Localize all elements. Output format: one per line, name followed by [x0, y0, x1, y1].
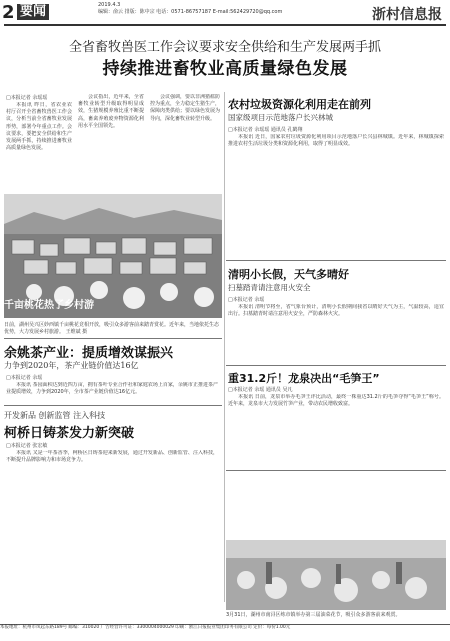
lead-byline: □本报记者 余瑶瑶 [6, 95, 48, 101]
lead-body-col2: 会议指出，近年来，全省畜牧业转型升级取得明显成效，生猪规模养殖比重不断提高，畜禽养殖废弃物资源化利用水平全国领先。 [78, 94, 144, 129]
flower-photo-illustration [226, 540, 446, 610]
tea-headline: 余姚茶产业：提质增效谋振兴 [4, 346, 174, 361]
pub-editors: 编辑：俞云 排版：陈中宗 电话：0571-86757187 E-mail:562429720@qq.com [98, 9, 283, 15]
lead-body-col3: 会议强调，要以非洲猪瘟防控为重点，全力稳定生猪生产，保障肉类供给；要以绿色发展为导向，深化畜牧业转型升级。 [150, 94, 220, 122]
pub-date: 2019.4.3 [98, 2, 121, 8]
section-divider [226, 470, 446, 471]
weather-body: 本报讯 清明节将至，省气象台预计，清明小长假期间我省以晴好天气为主，气温较高，适宜出行。扫墓踏青时请注意用火安全，严防森林火灾。 [228, 304, 444, 318]
flower-photo [226, 540, 446, 610]
tea-body: 本报讯 茶园面积达到近四万亩，拥有茶叶专业合作社和家庭农场上百家，余姚市正推进茶产业提质增效，力争到2020年，全市茶产业链价值达16亿元。 [6, 382, 218, 396]
garbage-headline: 农村垃圾资源化利用走在前列 [228, 98, 371, 111]
page-footer: 本报地址：杭州市凤起东路189号 邮编：310020 广告经营许可证：3300004000029 印刷：浙江日报报业集团印务有限公司 定价：每份1.00元 [0, 624, 450, 641]
shoot-byline: □本报记者 余瑶 通讯员 吴凡 [228, 387, 293, 393]
lead-kicker: 全省畜牧兽医工作会议要求安全供给和生产发展两手抓 [68, 40, 381, 55]
shoot-headline: 重31.2斤！龙泉决出“毛笋王” [228, 372, 380, 385]
garbage-byline: □本报记者 余瑶瑶 通讯员 孔鹤翔 [228, 127, 303, 133]
lead-headline: 持续推进畜牧业高质量绿色发展 [102, 59, 348, 79]
column-divider [224, 92, 225, 602]
section-divider [4, 405, 222, 406]
publication-info [98, 2, 282, 16]
tea-byline: □本报记者 余瑶 [6, 375, 43, 381]
weather-byline: □本报记者 余瑶 [228, 297, 265, 303]
tea-subhead: 力争到2020年，茶产业链价值达16亿 [4, 361, 139, 370]
newspaper-name: 浙村信息报 [372, 7, 442, 23]
masthead-rule [4, 24, 446, 26]
section-divider [226, 260, 446, 261]
rizhu-kicker: 开发新品 创新监管 注入科技 [4, 411, 106, 420]
page-number: 2 [2, 2, 15, 23]
rizhu-body: 本报讯 又是一年茶香季，柯桥区日铸茶迎来新发展，通过开发新品、创新监管、注入科技，不断提升品牌影响力和市场竞争力。 [6, 450, 218, 464]
photo-caption: 日前，湖州吴兴区妙西镇千亩桃花竞相开放，吸引众多游客前来踏青赏花。近年来，当地依托生态优势，大力发展乡村旅游。 王维斌 摄 [4, 322, 220, 335]
section-divider [4, 338, 222, 339]
rizhu-headline: 柯桥日铸茶发力新突破 [4, 426, 135, 441]
flower-photo-caption: 3月31日，湖州市南浔区练市镇举办第三届油菜花节，吸引众多游客前来观赏。 [226, 612, 401, 618]
shoot-body: 本报讯 日前，龙泉市举办毛笋王评比活动，最终一株重达31.2斤的毛笋夺得“毛笋王”称号。近年来，龙泉市大力发展竹笋产业，带动农民增收致富。 [228, 394, 444, 408]
section-label: 要闻 [17, 4, 49, 20]
weather-subhead: 扫墓踏青请注意用火安全 [228, 283, 311, 292]
lead-body-col1: 本报讯 昨日，省农业农村厅召开全省畜牧兽医工作会议，分析当前全省畜牧业发展形势，部署今年重点工作。会议要求，要把安全供给和生产发展两手抓，持续推进畜牧业高质量绿色发展。 [6, 102, 72, 152]
photo-overlay-title: 千亩桃花热了乡村游 [4, 300, 94, 311]
weather-headline: 清明小长假，天气多晴好 [228, 268, 349, 281]
garbage-body: 本报讯 近日，国家农村垃圾资源化利用项目示范地落户长兴县林城镇。近年来，林城镇探索推进农村生活垃圾分类和资源化利用，取得了明显成效。 [228, 134, 444, 148]
rizhu-byline: □本报记者 张宏敏 [6, 443, 48, 449]
garbage-subhead: 国家级项目示范地落户长兴林城 [228, 113, 333, 122]
section-divider [226, 365, 446, 366]
